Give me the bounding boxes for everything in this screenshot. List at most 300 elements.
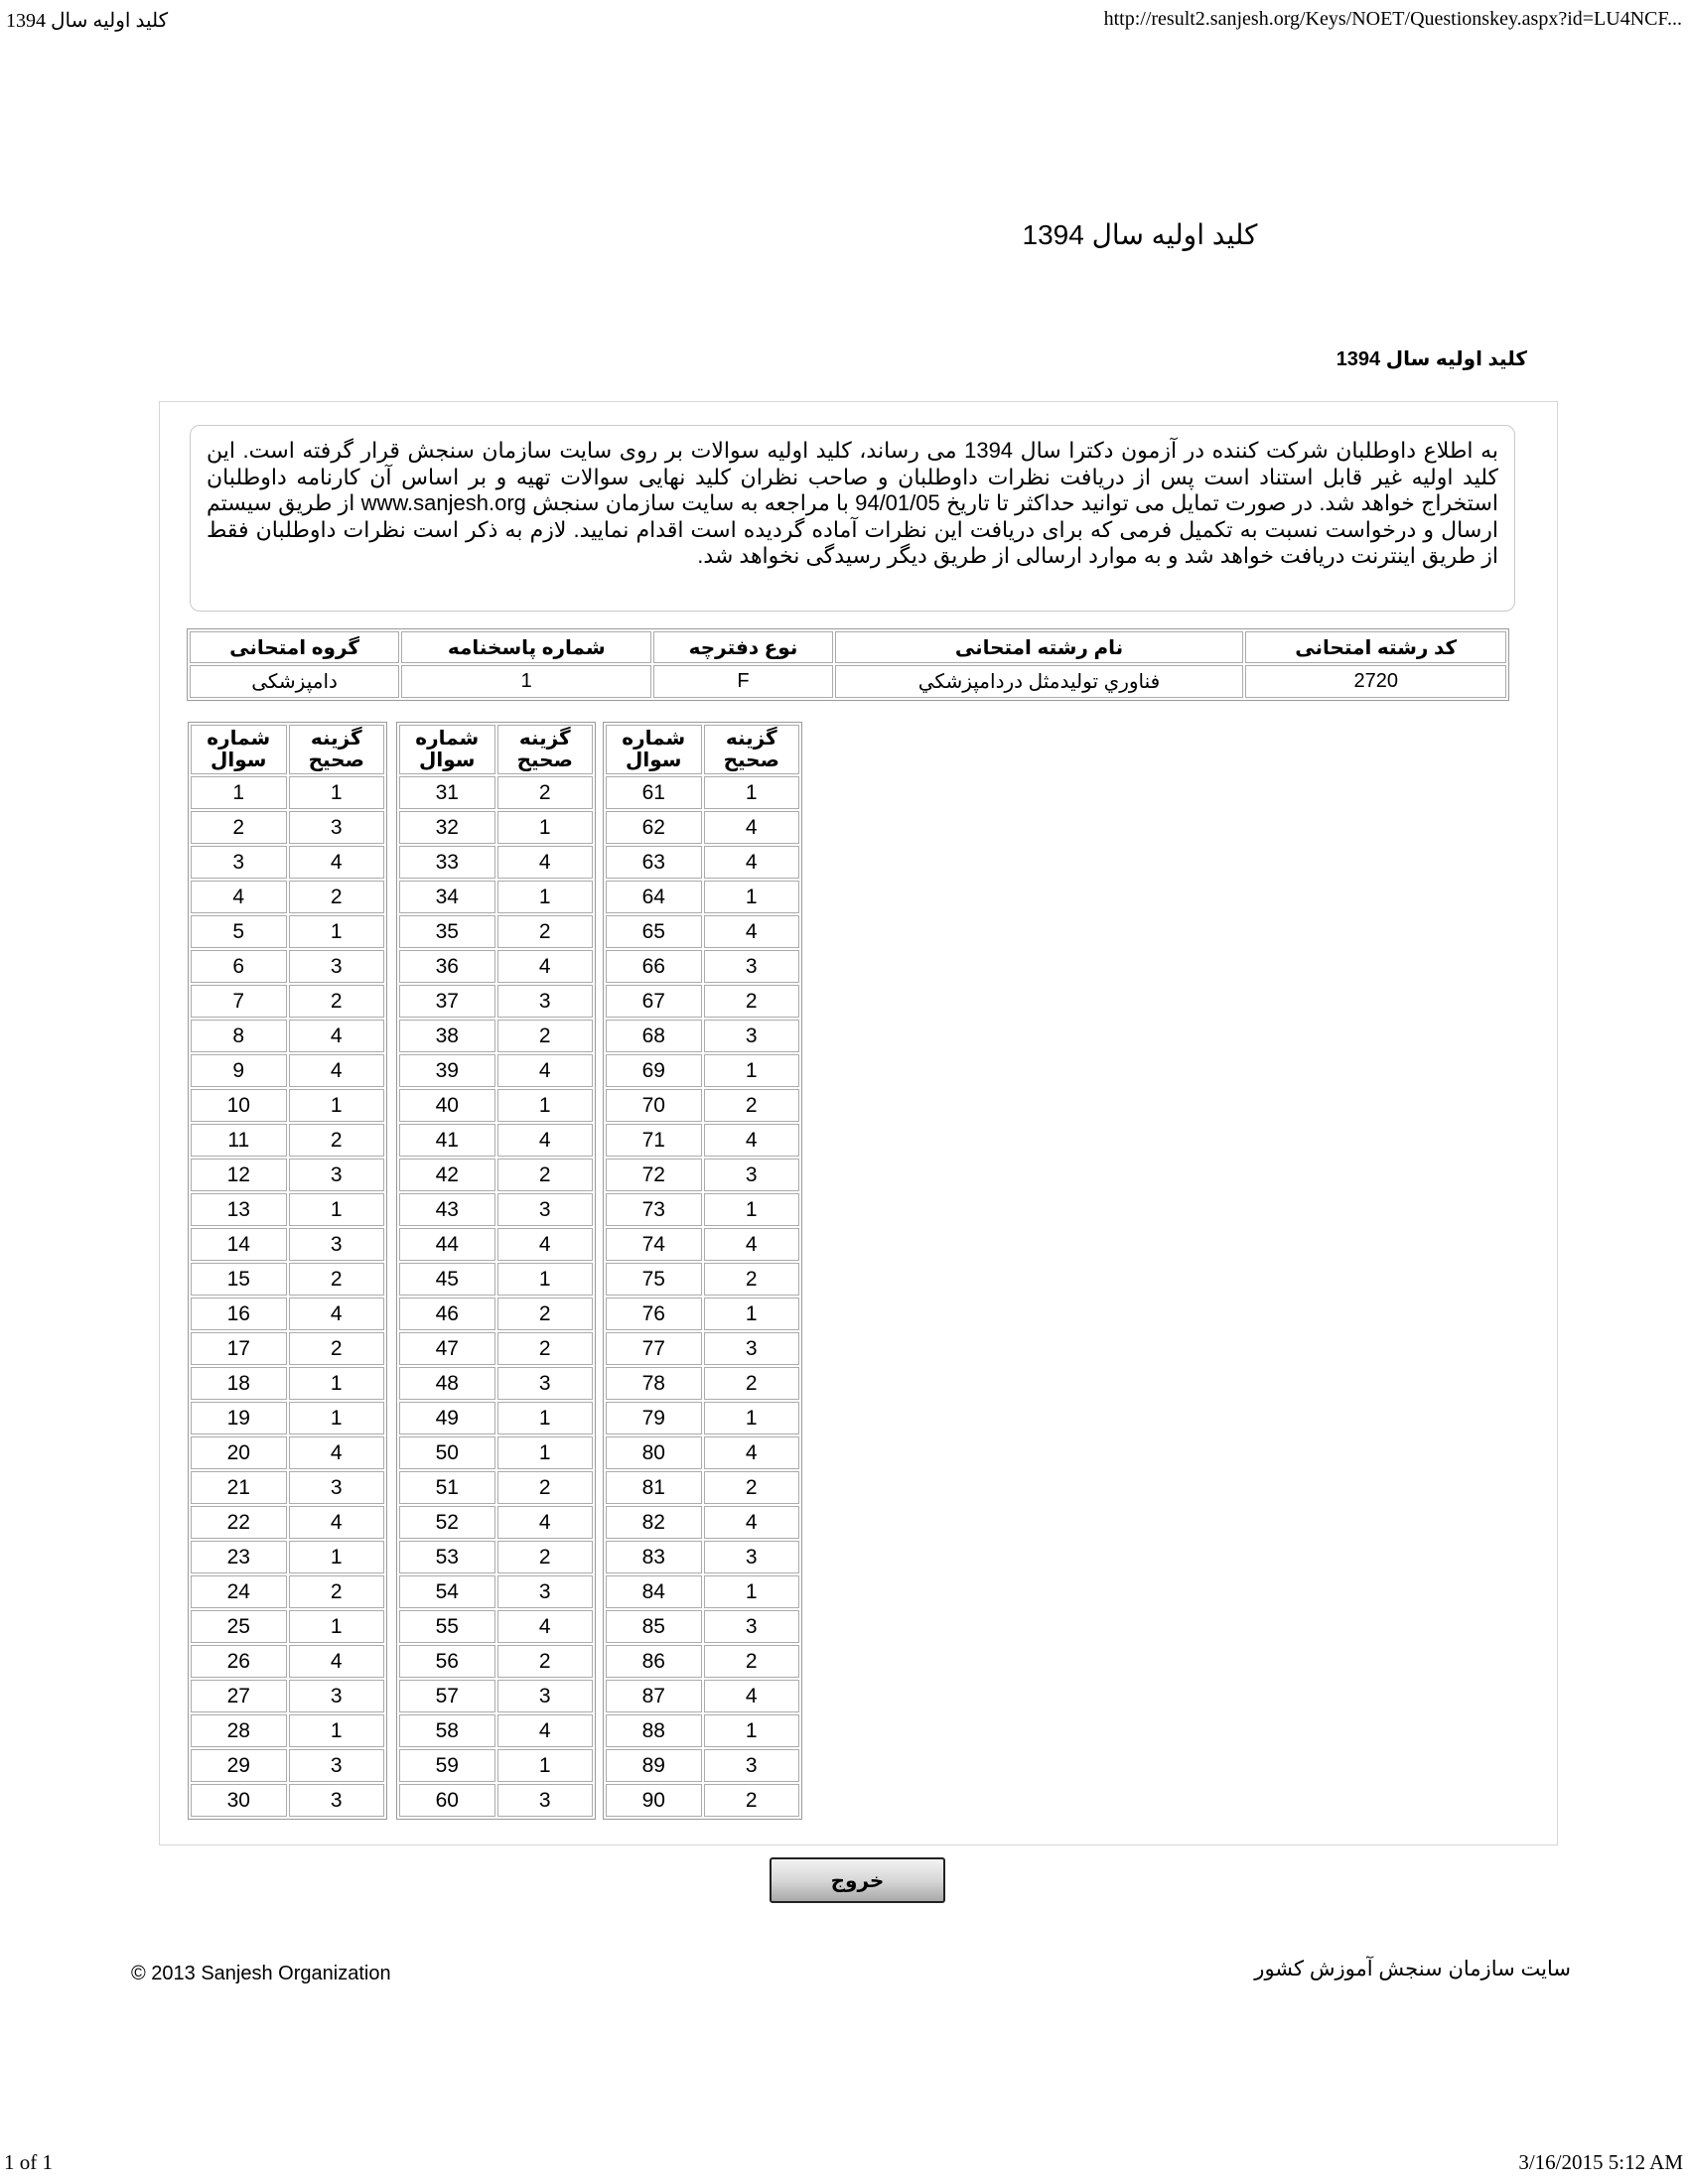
- print-header-title: کلید اولیه سال 1394: [6, 10, 169, 32]
- question-number-cell: 27: [191, 1680, 287, 1712]
- question-number-cell: 30: [191, 1784, 287, 1817]
- section-heading: کلید اولیه سال 1394: [1336, 348, 1527, 370]
- question-number-cell: 89: [606, 1749, 702, 1782]
- question-number-cell: 1: [191, 776, 287, 809]
- answer-row: [606, 985, 799, 1018]
- question-number-cell: 11: [191, 1124, 287, 1157]
- answer-row: [399, 915, 593, 948]
- question-number-cell: 17: [191, 1332, 287, 1365]
- answer-row: [606, 846, 799, 879]
- answer-row: [191, 985, 384, 1018]
- question-number-cell: 10: [191, 1089, 287, 1122]
- correct-option-cell: 1: [497, 1749, 594, 1782]
- correct-option-cell: 2: [289, 985, 385, 1018]
- correct-option-cell: 4: [704, 1228, 800, 1261]
- correct-option-cell: 4: [704, 1124, 800, 1157]
- correct-option-cell: 1: [289, 1541, 385, 1573]
- question-number-cell: 29: [191, 1749, 287, 1782]
- question-number-cell: 42: [399, 1159, 495, 1191]
- answer-row: [606, 1749, 799, 1782]
- correct-option-cell: 4: [497, 1228, 594, 1261]
- correct-option-cell: 3: [289, 1228, 385, 1261]
- answer-row: [606, 1332, 799, 1365]
- correct-option-cell: 2: [497, 915, 594, 948]
- answer-row: [606, 1263, 799, 1296]
- question-number-cell: 61: [606, 776, 702, 809]
- correct-option-cell: 1: [497, 1089, 594, 1122]
- correct-option-cell: 2: [289, 1575, 385, 1608]
- answer-row: [191, 1193, 384, 1226]
- correct-option-cell: 2: [704, 1089, 800, 1122]
- info-data-row: [190, 665, 1506, 698]
- correct-option-cell: 1: [704, 1402, 800, 1434]
- question-number-cell: 49: [399, 1402, 495, 1434]
- answer-row: [606, 1714, 799, 1747]
- question-number-cell: 73: [606, 1193, 702, 1226]
- question-number-cell: 2: [191, 811, 287, 844]
- answer-row: [191, 1020, 384, 1052]
- correct-option-cell: 1: [497, 1402, 594, 1434]
- answer-row: [191, 950, 384, 983]
- question-number-cell: 51: [399, 1471, 495, 1504]
- info-col-exam-code: کد رشته امتحانی: [1245, 631, 1506, 663]
- exam-group-value: دامپزشکی: [190, 665, 399, 698]
- answer-row: [191, 1645, 384, 1678]
- answer-row: [399, 1541, 593, 1573]
- answer-row: [606, 1159, 799, 1191]
- answer-row: [606, 1645, 799, 1678]
- correct-option-cell: 2: [497, 1159, 594, 1191]
- correct-option-header: گزینه صحیح: [704, 725, 800, 774]
- question-number-cell: 18: [191, 1367, 287, 1400]
- correct-option-cell: 3: [289, 1471, 385, 1504]
- answer-row: [191, 846, 384, 879]
- answer-row: [399, 776, 593, 809]
- correct-option-cell: 3: [497, 1367, 594, 1400]
- question-number-cell: 43: [399, 1193, 495, 1226]
- answer-row: [191, 1263, 384, 1296]
- correct-option-cell: 3: [289, 950, 385, 983]
- question-number-cell: 14: [191, 1228, 287, 1261]
- correct-option-cell: 1: [704, 1193, 800, 1226]
- question-number-cell: 12: [191, 1159, 287, 1191]
- info-col-booklet-type: نوع دفترچه: [653, 631, 832, 663]
- info-col-sheet-number: شماره پاسخنامه: [401, 631, 651, 663]
- booklet-type-value: F: [653, 665, 832, 698]
- copyright-text: © 2013 Sanjesh Organization: [131, 1963, 391, 1984]
- question-number-cell: 62: [606, 811, 702, 844]
- correct-option-cell: 4: [704, 915, 800, 948]
- question-number-cell: 85: [606, 1610, 702, 1643]
- correct-option-cell: 4: [497, 1054, 594, 1087]
- question-number-cell: 90: [606, 1784, 702, 1817]
- answer-row: [399, 1506, 593, 1539]
- correct-option-cell: 1: [704, 1575, 800, 1608]
- correct-option-cell: 2: [497, 1332, 594, 1365]
- answer-row: [191, 1124, 384, 1157]
- question-number-cell: 67: [606, 985, 702, 1018]
- correct-option-cell: 2: [289, 1263, 385, 1296]
- correct-option-cell: 2: [704, 1263, 800, 1296]
- notice-text: به اطلاع داوطلبان شرکت کننده در آزمون دکترا سال 1394 می رساند، کلید اولیه سوالات بر روی سایت سازمان سنجش قرار گرفته است. این کلید اولیه غیر قابل استناد است پس از دریافت نظرات داوطلبان و صاحب نظران کلید نهایی سوالات تهیه و بر اساس آن کارنامه داوطلبان استخراج خواهد شد. در صورت تمایل می توانید حداکثر تا تاریخ 94/01/05 با مراجعه به سایت سازمان سنجش www.sanjesh.org از طریق سیستم ارسال و درخواست نسبت به تکمیل فرمی که برای دریافت این نظرات آماده گردیده است اقدام نمایید. لازم به ذکر است نظرات داوطلبان فقط از طریق اینترنت دریافت خواهد شد و به موارد ارسالی از طریق دیگر رسیدگی نخواهد شد.: [190, 425, 1515, 612]
- answer-row: [399, 1089, 593, 1122]
- question-number-header: شماره سوال: [399, 725, 495, 774]
- correct-option-cell: 2: [289, 1124, 385, 1157]
- question-number-cell: 39: [399, 1054, 495, 1087]
- sheet-number-value: 1: [401, 665, 651, 698]
- answer-row: [191, 915, 384, 948]
- correct-option-cell: 3: [497, 1680, 594, 1712]
- correct-option-cell: 2: [704, 1784, 800, 1817]
- answer-row: [399, 1402, 593, 1434]
- question-number-cell: 56: [399, 1645, 495, 1678]
- print-page-count: 1 of 1: [4, 2150, 53, 2174]
- answer-row: [191, 811, 384, 844]
- question-number-cell: 20: [191, 1436, 287, 1469]
- answer-key-table-3: [603, 722, 802, 1820]
- correct-option-cell: 4: [497, 1610, 594, 1643]
- question-number-header: شماره سوال: [191, 725, 287, 774]
- site-name-text: سایت سازمان سنجش آموزش کشور: [1254, 1958, 1571, 1980]
- answer-row: [399, 950, 593, 983]
- answer-row: [191, 1784, 384, 1817]
- answer-row: [399, 1263, 593, 1296]
- correct-option-cell: 2: [497, 776, 594, 809]
- question-number-cell: 88: [606, 1714, 702, 1747]
- correct-option-cell: 2: [289, 1332, 385, 1365]
- answer-row: [191, 1610, 384, 1643]
- question-number-cell: 4: [191, 881, 287, 913]
- question-number-cell: 3: [191, 846, 287, 879]
- question-number-cell: 38: [399, 1020, 495, 1052]
- question-number-cell: 8: [191, 1020, 287, 1052]
- correct-option-cell: 1: [289, 1714, 385, 1747]
- question-number-cell: 33: [399, 846, 495, 879]
- question-number-cell: 80: [606, 1436, 702, 1469]
- answer-row: [399, 1124, 593, 1157]
- answer-row: [606, 1089, 799, 1122]
- question-number-cell: 74: [606, 1228, 702, 1261]
- answer-row: [399, 1054, 593, 1087]
- question-number-cell: 45: [399, 1263, 495, 1296]
- correct-option-cell: 1: [497, 811, 594, 844]
- answer-header-row: [606, 725, 799, 774]
- correct-option-cell: 4: [289, 1297, 385, 1330]
- correct-option-cell: 4: [289, 1645, 385, 1678]
- answer-row: [606, 1610, 799, 1643]
- answer-key-table-2: [396, 722, 596, 1820]
- answer-row: [606, 1054, 799, 1087]
- question-number-cell: 77: [606, 1332, 702, 1365]
- question-number-cell: 50: [399, 1436, 495, 1469]
- question-number-cell: 5: [191, 915, 287, 948]
- answer-key-table-1: [188, 722, 387, 1820]
- question-number-cell: 70: [606, 1089, 702, 1122]
- question-number-cell: 28: [191, 1714, 287, 1747]
- question-number-cell: 47: [399, 1332, 495, 1365]
- question-number-cell: 59: [399, 1749, 495, 1782]
- question-number-cell: 35: [399, 915, 495, 948]
- correct-option-cell: 2: [497, 1541, 594, 1573]
- question-number-cell: 37: [399, 985, 495, 1018]
- correct-option-cell: 1: [704, 776, 800, 809]
- print-header-url: http://result2.sanjesh.org/Keys/NOET/Questionskey.aspx?id=LU4NCF...: [1103, 8, 1682, 30]
- correct-option-cell: 2: [704, 1645, 800, 1678]
- correct-option-cell: 3: [289, 1680, 385, 1712]
- question-number-cell: 41: [399, 1124, 495, 1157]
- answer-row: [399, 1436, 593, 1469]
- correct-option-cell: 1: [497, 881, 594, 913]
- correct-option-cell: 4: [289, 846, 385, 879]
- answer-row: [399, 1575, 593, 1608]
- question-number-cell: 48: [399, 1367, 495, 1400]
- correct-option-cell: 3: [497, 1575, 594, 1608]
- correct-option-cell: 3: [289, 1159, 385, 1191]
- question-number-cell: 63: [606, 846, 702, 879]
- answer-row: [399, 1367, 593, 1400]
- question-number-cell: 82: [606, 1506, 702, 1539]
- question-number-cell: 13: [191, 1193, 287, 1226]
- correct-option-cell: 3: [704, 1749, 800, 1782]
- answer-row: [399, 1680, 593, 1712]
- question-number-cell: 7: [191, 985, 287, 1018]
- question-number-cell: 53: [399, 1541, 495, 1573]
- question-number-cell: 84: [606, 1575, 702, 1608]
- question-number-cell: 66: [606, 950, 702, 983]
- answer-row: [399, 1714, 593, 1747]
- answer-row: [606, 1506, 799, 1539]
- question-number-cell: 32: [399, 811, 495, 844]
- answer-row: [606, 1402, 799, 1434]
- correct-option-cell: 1: [289, 1402, 385, 1434]
- answer-row: [191, 881, 384, 913]
- correct-option-cell: 1: [289, 1367, 385, 1400]
- exam-code-value: 2720: [1245, 665, 1506, 698]
- correct-option-cell: 3: [289, 1749, 385, 1782]
- answer-header-row: [191, 725, 384, 774]
- correct-option-cell: 3: [704, 1541, 800, 1573]
- correct-option-cell: 1: [704, 1297, 800, 1330]
- question-number-cell: 68: [606, 1020, 702, 1052]
- correct-option-cell: 2: [497, 1020, 594, 1052]
- answer-row: [606, 1471, 799, 1504]
- question-number-cell: 54: [399, 1575, 495, 1608]
- correct-option-cell: 4: [704, 1680, 800, 1712]
- answer-row: [191, 1575, 384, 1608]
- correct-option-cell: 2: [497, 1297, 594, 1330]
- answer-header-row: [399, 725, 593, 774]
- answer-row: [606, 1541, 799, 1573]
- correct-option-cell: 2: [289, 881, 385, 913]
- question-number-cell: 86: [606, 1645, 702, 1678]
- correct-option-cell: 4: [497, 1124, 594, 1157]
- question-number-cell: 83: [606, 1541, 702, 1573]
- correct-option-header: گزینه صحیح: [497, 725, 594, 774]
- answer-row: [606, 776, 799, 809]
- question-number-cell: 72: [606, 1159, 702, 1191]
- answer-row: [606, 950, 799, 983]
- correct-option-cell: 3: [289, 811, 385, 844]
- question-number-cell: 87: [606, 1680, 702, 1712]
- question-number-cell: 78: [606, 1367, 702, 1400]
- answer-row: [606, 1784, 799, 1817]
- answer-row: [191, 1297, 384, 1330]
- question-number-cell: 31: [399, 776, 495, 809]
- correct-option-cell: 1: [289, 776, 385, 809]
- question-number-header: شماره سوال: [606, 725, 702, 774]
- answer-row: [399, 1020, 593, 1052]
- correct-option-cell: 3: [497, 1193, 594, 1226]
- answer-row: [606, 1020, 799, 1052]
- answer-row: [606, 1124, 799, 1157]
- correct-option-cell: 2: [704, 1471, 800, 1504]
- correct-option-cell: 1: [704, 881, 800, 913]
- question-number-cell: 9: [191, 1054, 287, 1087]
- correct-option-cell: 1: [289, 1193, 385, 1226]
- answer-row: [399, 1645, 593, 1678]
- correct-option-cell: 3: [704, 1332, 800, 1365]
- answer-row: [606, 881, 799, 913]
- answer-row: [191, 1436, 384, 1469]
- question-number-cell: 6: [191, 950, 287, 983]
- question-number-cell: 64: [606, 881, 702, 913]
- correct-option-cell: 1: [289, 915, 385, 948]
- answer-row: [399, 1297, 593, 1330]
- answer-row: [191, 776, 384, 809]
- correct-option-cell: 4: [704, 846, 800, 879]
- correct-option-cell: 4: [704, 1436, 800, 1469]
- question-number-cell: 21: [191, 1471, 287, 1504]
- question-number-cell: 24: [191, 1575, 287, 1608]
- answer-row: [191, 1506, 384, 1539]
- correct-option-cell: 4: [704, 811, 800, 844]
- question-number-cell: 60: [399, 1784, 495, 1817]
- correct-option-cell: 4: [289, 1020, 385, 1052]
- correct-option-cell: 3: [497, 1784, 594, 1817]
- question-number-cell: 22: [191, 1506, 287, 1539]
- answer-row: [191, 1471, 384, 1504]
- answer-row: [606, 915, 799, 948]
- exit-button[interactable]: خروج: [770, 1857, 945, 1903]
- answer-row: [399, 1332, 593, 1365]
- correct-option-cell: 3: [497, 985, 594, 1018]
- correct-option-cell: 3: [704, 1610, 800, 1643]
- correct-option-cell: 4: [497, 950, 594, 983]
- correct-option-cell: 1: [497, 1436, 594, 1469]
- info-col-exam-group: گروه امتحانی: [190, 631, 399, 663]
- page-title: کلید اولیه سال 1394: [1022, 219, 1258, 250]
- answer-row: [399, 1193, 593, 1226]
- answer-row: [399, 985, 593, 1018]
- question-number-cell: 15: [191, 1263, 287, 1296]
- correct-option-cell: 2: [497, 1471, 594, 1504]
- correct-option-cell: 4: [704, 1506, 800, 1539]
- answer-row: [191, 1749, 384, 1782]
- answer-row: [191, 1159, 384, 1191]
- question-number-cell: 58: [399, 1714, 495, 1747]
- correct-option-cell: 3: [704, 1020, 800, 1052]
- answer-row: [191, 1228, 384, 1261]
- answer-row: [399, 1610, 593, 1643]
- question-number-cell: 23: [191, 1541, 287, 1573]
- correct-option-cell: 4: [497, 1506, 594, 1539]
- answer-row: [606, 1575, 799, 1608]
- answer-row: [191, 1367, 384, 1400]
- answer-row: [399, 881, 593, 913]
- correct-option-cell: 1: [704, 1714, 800, 1747]
- answer-row: [606, 1228, 799, 1261]
- question-number-cell: 76: [606, 1297, 702, 1330]
- answer-row: [191, 1089, 384, 1122]
- correct-option-cell: 1: [704, 1054, 800, 1087]
- question-number-cell: 55: [399, 1610, 495, 1643]
- answer-row: [606, 1297, 799, 1330]
- question-number-cell: 46: [399, 1297, 495, 1330]
- question-number-cell: 34: [399, 881, 495, 913]
- question-number-cell: 44: [399, 1228, 495, 1261]
- question-number-cell: 26: [191, 1645, 287, 1678]
- correct-option-cell: 4: [289, 1506, 385, 1539]
- question-number-cell: 75: [606, 1263, 702, 1296]
- correct-option-cell: 4: [289, 1054, 385, 1087]
- correct-option-cell: 1: [289, 1610, 385, 1643]
- correct-option-header: گزینه صحیح: [289, 725, 385, 774]
- print-timestamp: 3/16/2015 5:12 AM: [1518, 2150, 1683, 2174]
- answer-row: [606, 1680, 799, 1712]
- answer-row: [606, 1436, 799, 1469]
- answer-row: [399, 811, 593, 844]
- correct-option-cell: 3: [704, 950, 800, 983]
- answer-row: [191, 1541, 384, 1573]
- answer-row: [191, 1332, 384, 1365]
- answer-row: [191, 1054, 384, 1087]
- correct-option-cell: 3: [289, 1784, 385, 1817]
- correct-option-cell: 4: [497, 1714, 594, 1747]
- correct-option-cell: 4: [289, 1436, 385, 1469]
- question-number-cell: 52: [399, 1506, 495, 1539]
- question-number-cell: 16: [191, 1297, 287, 1330]
- question-number-cell: 19: [191, 1402, 287, 1434]
- answer-row: [399, 1228, 593, 1261]
- answer-row: [606, 811, 799, 844]
- correct-option-cell: 2: [704, 985, 800, 1018]
- correct-option-cell: 2: [704, 1367, 800, 1400]
- answer-row: [191, 1714, 384, 1747]
- correct-option-cell: 2: [497, 1645, 594, 1678]
- answer-row: [606, 1193, 799, 1226]
- question-number-cell: 71: [606, 1124, 702, 1157]
- answer-row: [606, 1367, 799, 1400]
- correct-option-cell: 3: [704, 1159, 800, 1191]
- answer-row: [399, 1159, 593, 1191]
- correct-option-cell: 1: [289, 1089, 385, 1122]
- answer-row: [191, 1402, 384, 1434]
- correct-option-cell: 4: [497, 846, 594, 879]
- question-number-cell: 81: [606, 1471, 702, 1504]
- answer-row: [399, 846, 593, 879]
- question-number-cell: 79: [606, 1402, 702, 1434]
- answer-row: [399, 1784, 593, 1817]
- exam-info-table: [187, 628, 1509, 701]
- answer-row: [191, 1680, 384, 1712]
- question-number-cell: 25: [191, 1610, 287, 1643]
- question-number-cell: 65: [606, 915, 702, 948]
- field-name-value: فناوري توليدمثل دردامپزشكي: [835, 665, 1244, 698]
- answer-row: [399, 1749, 593, 1782]
- question-number-cell: 57: [399, 1680, 495, 1712]
- answer-row: [399, 1471, 593, 1504]
- question-number-cell: 36: [399, 950, 495, 983]
